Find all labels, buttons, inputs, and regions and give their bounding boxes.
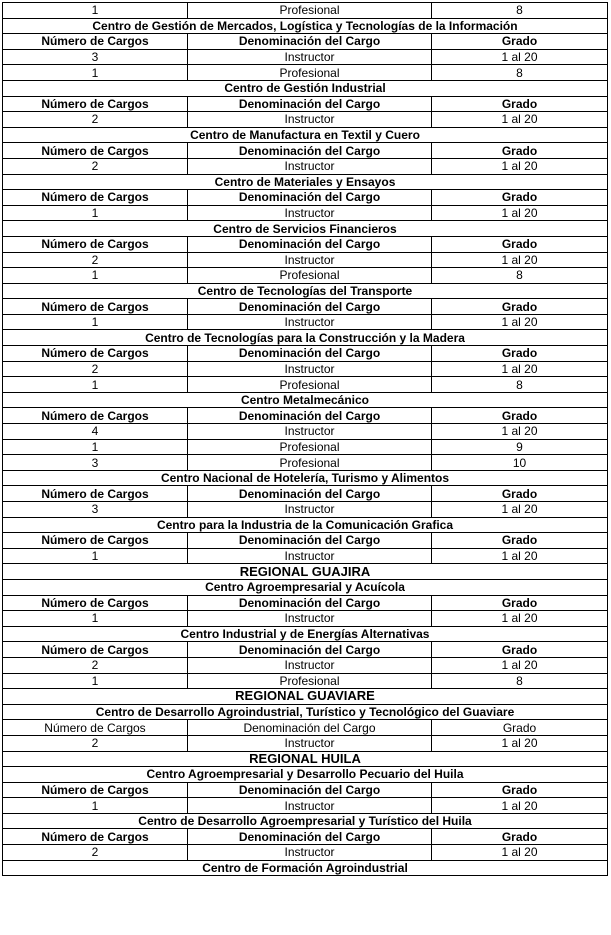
column-header-row (3, 408, 608, 424)
table-row (3, 502, 608, 518)
header-numero-cargos: Número de Cargos (3, 346, 188, 362)
column-header-row (3, 595, 608, 611)
table-row (3, 252, 608, 268)
cell-denominacion-cargo: Profesional (188, 673, 432, 689)
cell-numero-cargos: 3 (3, 49, 188, 65)
header-grado: Grado (432, 346, 608, 362)
column-header-row (3, 34, 608, 50)
table-row (3, 205, 608, 221)
centro-title-row (3, 330, 608, 346)
cell-grado: 8 (432, 673, 608, 689)
cell-denominacion-cargo: Profesional (188, 377, 432, 393)
column-header-row (3, 299, 608, 315)
table-row (3, 548, 608, 564)
cell-denominacion-cargo: Instructor (188, 611, 432, 627)
table-row (3, 424, 608, 440)
cell-grado: 1 al 20 (432, 424, 608, 440)
cell-grado: 1 al 20 (432, 502, 608, 518)
column-header-row (3, 720, 608, 736)
centro-title: Centro de Gestión Industrial (3, 80, 608, 96)
table-row (3, 112, 608, 128)
table-row (3, 314, 608, 330)
cell-denominacion-cargo: Instructor (188, 158, 432, 174)
centro-title: Centro de Tecnologías para la Construcción y la Madera (3, 330, 608, 346)
column-header-row (3, 642, 608, 658)
header-numero-cargos: Número de Cargos (3, 782, 188, 798)
cell-grado: 1 al 20 (432, 845, 608, 861)
table-row (3, 268, 608, 284)
cell-denominacion-cargo: Instructor (188, 657, 432, 673)
cell-grado: 1 al 20 (432, 361, 608, 377)
column-header-row (3, 143, 608, 159)
header-grado: Grado (432, 408, 608, 424)
cell-denominacion-cargo: Instructor (188, 548, 432, 564)
table-row (3, 798, 608, 814)
centro-title-row (3, 813, 608, 829)
cell-denominacion-cargo: Profesional (188, 439, 432, 455)
cell-grado: 1 al 20 (432, 611, 608, 627)
cell-grado: 1 al 20 (432, 798, 608, 814)
header-grado: Grado (432, 486, 608, 502)
header-grado: Grado (432, 595, 608, 611)
cell-numero-cargos: 1 (3, 548, 188, 564)
header-numero-cargos: Número de Cargos (3, 96, 188, 112)
header-grado: Grado (432, 96, 608, 112)
column-header-row (3, 96, 608, 112)
header-denominacion-cargo: Denominación del Cargo (188, 408, 432, 424)
header-denominacion-cargo: Denominación del Cargo (188, 642, 432, 658)
cell-denominacion-cargo: Instructor (188, 735, 432, 751)
column-header-row (3, 782, 608, 798)
header-denominacion-cargo: Denominación del Cargo (188, 533, 432, 549)
table-row (3, 611, 608, 627)
cell-numero-cargos: 1 (3, 205, 188, 221)
column-header-row (3, 346, 608, 362)
cell-grado: 8 (432, 3, 608, 19)
cell-numero-cargos: 4 (3, 424, 188, 440)
centro-title: Centro de Materiales y Ensayos (3, 174, 608, 190)
table-row (3, 735, 608, 751)
header-numero-cargos: Número de Cargos (3, 299, 188, 315)
cell-numero-cargos: 1 (3, 673, 188, 689)
column-header-row (3, 190, 608, 206)
cell-grado: 1 al 20 (432, 252, 608, 268)
table-row (3, 673, 608, 689)
header-denominacion-cargo: Denominación del Cargo (188, 96, 432, 112)
header-grado: Grado (432, 829, 608, 845)
header-denominacion-cargo: Denominación del Cargo (188, 34, 432, 50)
cell-grado: 1 al 20 (432, 657, 608, 673)
centro-title-row (3, 470, 608, 486)
regional-row (3, 564, 608, 580)
centro-title-row (3, 80, 608, 96)
cell-numero-cargos: 1 (3, 377, 188, 393)
header-numero-cargos: Número de Cargos (3, 486, 188, 502)
centro-title-row (3, 174, 608, 190)
cell-denominacion-cargo: Instructor (188, 502, 432, 518)
centro-title-row (3, 517, 608, 533)
header-denominacion-cargo: Denominación del Cargo (188, 486, 432, 502)
table-row (3, 657, 608, 673)
cell-numero-cargos: 1 (3, 3, 188, 19)
cell-denominacion-cargo: Instructor (188, 205, 432, 221)
centro-title-row (3, 860, 608, 876)
header-numero-cargos: Número de Cargos (3, 190, 188, 206)
header-numero-cargos: Número de Cargos (3, 642, 188, 658)
centro-title: Centro de Gestión de Mercados, Logística y Tecnologías de la Información (3, 18, 608, 34)
cell-denominacion-cargo: Instructor (188, 361, 432, 377)
centro-title-row (3, 283, 608, 299)
header-grado: Grado (432, 190, 608, 206)
cell-grado: 1 al 20 (432, 205, 608, 221)
table-row (3, 845, 608, 861)
cell-numero-cargos: 1 (3, 798, 188, 814)
regional-row (3, 689, 608, 705)
header-numero-cargos: Número de Cargos (3, 595, 188, 611)
cell-numero-cargos: 2 (3, 735, 188, 751)
centro-title: Centro de Servicios Financieros (3, 221, 608, 237)
cell-denominacion-cargo: Instructor (188, 424, 432, 440)
centro-title: Centro Agroempresarial y Desarrollo Pecuario del Huila (3, 767, 608, 783)
header-grado: Grado (432, 782, 608, 798)
header-denominacion-cargo: Denominación del Cargo (188, 299, 432, 315)
table-row (3, 361, 608, 377)
centro-title: Centro de Formación Agroindustrial (3, 860, 608, 876)
cell-denominacion-cargo: Profesional (188, 3, 432, 19)
cell-denominacion-cargo: Instructor (188, 314, 432, 330)
header-grado: Grado (432, 34, 608, 50)
centro-title-row (3, 127, 608, 143)
cell-numero-cargos: 2 (3, 657, 188, 673)
table-row (3, 3, 608, 19)
cell-grado: 8 (432, 268, 608, 284)
cell-grado: 1 al 20 (432, 548, 608, 564)
header-denominacion-cargo: Denominación del Cargo (188, 829, 432, 845)
cell-denominacion-cargo: Profesional (188, 455, 432, 471)
cell-numero-cargos: 2 (3, 158, 188, 174)
cargos-table (2, 2, 608, 876)
cell-grado: 1 al 20 (432, 158, 608, 174)
cell-numero-cargos: 1 (3, 314, 188, 330)
header-denominacion-cargo: Denominación del Cargo (188, 720, 432, 736)
cell-numero-cargos: 2 (3, 252, 188, 268)
centro-title: Centro de Tecnologías del Transporte (3, 283, 608, 299)
cell-denominacion-cargo: Instructor (188, 49, 432, 65)
table-row (3, 158, 608, 174)
centro-title: Centro de Desarrollo Agroempresarial y Turístico del Huila (3, 813, 608, 829)
header-numero-cargos: Número de Cargos (3, 720, 188, 736)
centro-title: Centro de Manufactura en Textil y Cuero (3, 127, 608, 143)
centro-title-row (3, 767, 608, 783)
centro-title-row (3, 221, 608, 237)
header-grado: Grado (432, 720, 608, 736)
cell-numero-cargos: 3 (3, 455, 188, 471)
cargos-table-body (3, 3, 608, 876)
cell-denominacion-cargo: Instructor (188, 112, 432, 128)
centro-title: Centro Nacional de Hotelería, Turismo y Alimentos (3, 470, 608, 486)
regional-title: REGIONAL HUILA (3, 751, 608, 767)
centro-title: Centro Metalmecánico (3, 392, 608, 408)
header-numero-cargos: Número de Cargos (3, 533, 188, 549)
header-grado: Grado (432, 642, 608, 658)
cell-denominacion-cargo: Profesional (188, 65, 432, 81)
cell-numero-cargos: 1 (3, 611, 188, 627)
centro-title: Centro para la Industria de la Comunicación Grafica (3, 517, 608, 533)
table-row (3, 439, 608, 455)
header-numero-cargos: Número de Cargos (3, 143, 188, 159)
cell-numero-cargos: 1 (3, 268, 188, 284)
regional-title: REGIONAL GUAJIRA (3, 564, 608, 580)
header-denominacion-cargo: Denominación del Cargo (188, 143, 432, 159)
centro-title-row (3, 626, 608, 642)
cell-grado: 10 (432, 455, 608, 471)
table-row (3, 65, 608, 81)
column-header-row (3, 533, 608, 549)
centro-title-row (3, 579, 608, 595)
cell-denominacion-cargo: Profesional (188, 268, 432, 284)
column-header-row (3, 486, 608, 502)
cell-numero-cargos: 2 (3, 845, 188, 861)
table-row (3, 377, 608, 393)
table-row (3, 455, 608, 471)
header-numero-cargos: Número de Cargos (3, 236, 188, 252)
header-grado: Grado (432, 143, 608, 159)
header-denominacion-cargo: Denominación del Cargo (188, 236, 432, 252)
regional-row (3, 751, 608, 767)
centro-title: Centro Industrial y de Energías Alternativas (3, 626, 608, 642)
header-grado: Grado (432, 299, 608, 315)
centro-title: Centro de Desarrollo Agroindustrial, Turístico y Tecnológico del Guaviare (3, 704, 608, 720)
cell-grado: 1 al 20 (432, 49, 608, 65)
header-numero-cargos: Número de Cargos (3, 408, 188, 424)
cell-numero-cargos: 1 (3, 439, 188, 455)
header-denominacion-cargo: Denominación del Cargo (188, 190, 432, 206)
cell-grado: 9 (432, 439, 608, 455)
cell-grado: 1 al 20 (432, 112, 608, 128)
header-denominacion-cargo: Denominación del Cargo (188, 782, 432, 798)
cell-numero-cargos: 2 (3, 112, 188, 128)
centro-title: Centro Agroempresarial y Acuícola (3, 579, 608, 595)
cell-numero-cargos: 1 (3, 65, 188, 81)
centro-title-row (3, 392, 608, 408)
header-numero-cargos: Número de Cargos (3, 34, 188, 50)
cell-denominacion-cargo: Instructor (188, 798, 432, 814)
cell-grado: 8 (432, 377, 608, 393)
table-row (3, 49, 608, 65)
column-header-row (3, 236, 608, 252)
cell-denominacion-cargo: Instructor (188, 845, 432, 861)
header-denominacion-cargo: Denominación del Cargo (188, 595, 432, 611)
cell-grado: 8 (432, 65, 608, 81)
header-denominacion-cargo: Denominación del Cargo (188, 346, 432, 362)
cell-numero-cargos: 3 (3, 502, 188, 518)
centro-title-row (3, 704, 608, 720)
header-grado: Grado (432, 236, 608, 252)
cell-numero-cargos: 2 (3, 361, 188, 377)
header-grado: Grado (432, 533, 608, 549)
column-header-row (3, 829, 608, 845)
cell-grado: 1 al 20 (432, 314, 608, 330)
cell-denominacion-cargo: Instructor (188, 252, 432, 268)
header-numero-cargos: Número de Cargos (3, 829, 188, 845)
cell-grado: 1 al 20 (432, 735, 608, 751)
centro-title-row (3, 18, 608, 34)
regional-title: REGIONAL GUAVIARE (3, 689, 608, 705)
